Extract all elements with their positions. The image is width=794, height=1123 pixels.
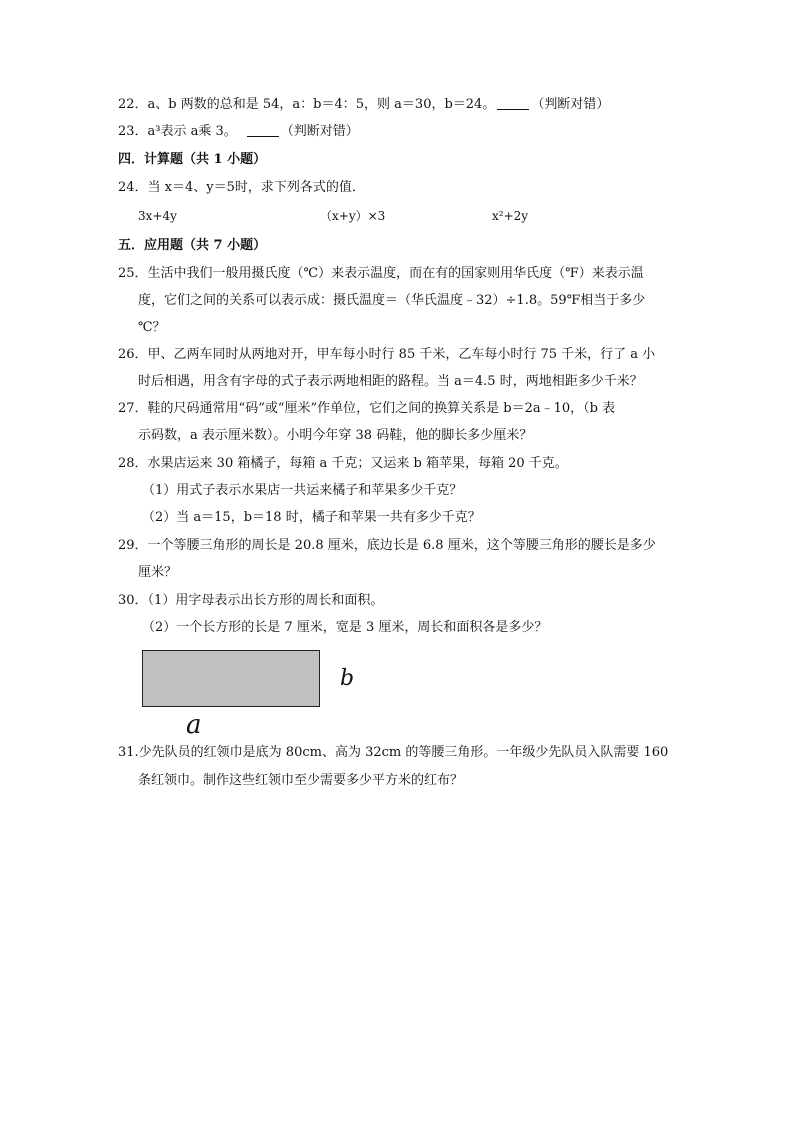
question-29-line-1: 29．一个等腰三角形的周长是 20.8 厘米，底边长是 6.8 厘米，这个等腰三角形的腰长是多少 — [118, 538, 656, 553]
rectangle-figure — [142, 650, 320, 707]
question-28-part-1: （1）用式子表示水果店一共运来橘子和苹果多少千克？ — [142, 483, 463, 498]
expression-3: x²+2y — [492, 209, 529, 223]
question-27-line-1: 27．鞋的尺码通常用“码”或“厘米”作单位，它们之间的换算关系是 b＝2a﹣10，（b 表 — [118, 401, 616, 416]
question-25-line-1: 25．生活中我们一般用摄氏度（℃）来表示温度，而在有的国家则用华氏度（℉）来表示温 — [118, 266, 644, 281]
question-22-text: 22．a、b 两数的总和是 54，a：b＝4：5，则 a＝30，b＝24。 — [118, 97, 496, 112]
question-23-tail: （判断对错） — [280, 124, 359, 139]
question-30-part-2: （2）一个长方形的长是 7 厘米，宽是 3 厘米，周长和面积各是多少？ — [142, 620, 548, 635]
question-26-line-1: 26．甲、乙两车同时从两地对开，甲车每小时行 85 千米，乙车每小时行 75 千米，行了 a 小 — [118, 347, 656, 362]
rectangle-length-label: a — [186, 710, 202, 740]
answer-blank-22[interactable] — [497, 95, 529, 110]
question-22 — [118, 95, 609, 115]
question-25-line-2: 度，它们之间的关系可以表示成：摄氏温度＝（华氏温度﹣32）÷1.8。59℉相当于多少 — [138, 293, 646, 308]
expression-2: （x+y）×3 — [320, 209, 386, 223]
expression-1: 3x+4y — [138, 209, 177, 223]
question-27-line-2: 示码数，a 表示厘米数）。小明今年穿 38 码鞋，他的脚长多少厘米？ — [138, 428, 533, 443]
question-29-line-2: 厘米？ — [138, 565, 178, 580]
question-28-part-2: （2）当 a＝15，b＝18 时，橘子和苹果一共有多少千克？ — [142, 510, 481, 525]
question-31-line-2: 条红领巾。制作这些红领巾至少需要多少平方米的红布？ — [138, 773, 464, 788]
question-28-line-1: 28．水果店运来 30 箱橘子，每箱 a 千克；又运来 b 箱苹果，每箱 20 千克。 — [118, 456, 568, 471]
question-31-line-1: 31.少先队员的红领巾是底为 80cm、高为 32cm 的等腰三角形。一年级少先队员入队需要 160 — [118, 745, 669, 760]
question-25-line-3: ℃？ — [138, 320, 166, 335]
question-24: 24．当 x＝4、y＝5时，求下列各式的值． — [118, 180, 365, 195]
question-26-line-2: 时后相遇，用含有字母的式子表示两地相距的路程。当 a＝4.5 时，两地相距多少千米？ — [138, 374, 643, 389]
question-23-text: 23．a³表示 a乘 3。 — [118, 124, 237, 139]
question-22-tail: （判断对错） — [531, 97, 610, 112]
question-23 — [118, 122, 359, 142]
section-5-heading: 五．应用题（共 7 小题） — [118, 238, 267, 253]
answer-blank-23[interactable] — [247, 122, 279, 137]
section-4-heading: 四．计算题（共 1 小题） — [118, 152, 267, 167]
question-30-line-1: 30．（1）用字母表示出长方形的周长和面积。 — [118, 593, 384, 608]
rectangle-width-label: b — [340, 666, 355, 691]
